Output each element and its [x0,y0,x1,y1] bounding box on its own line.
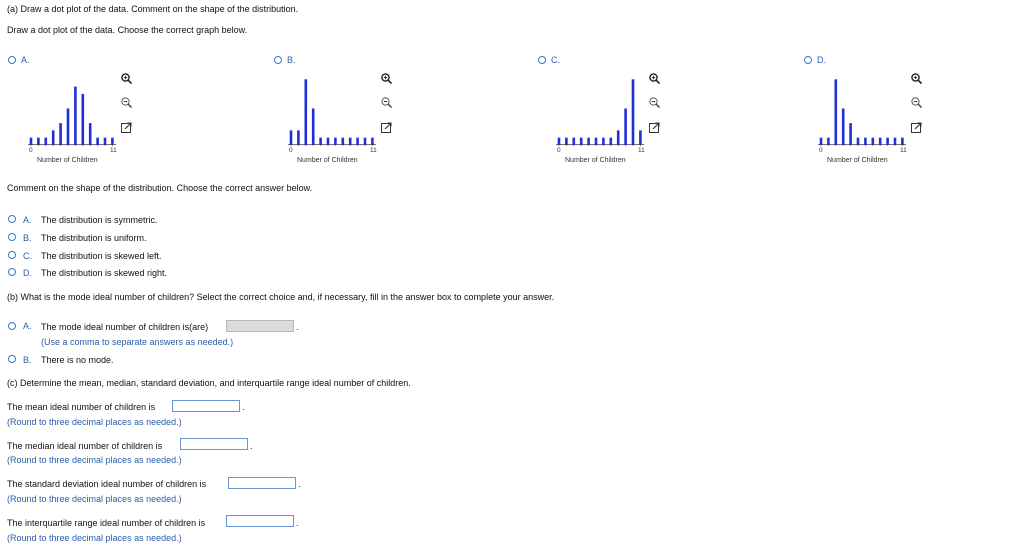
period: . [298,479,301,489]
shape-radio-b[interactable] [8,233,16,241]
dot-column [632,79,635,145]
iqr-hint: (Round to three decimal places as needed.) [7,533,182,543]
x-axis-label: Number of Children [297,157,358,164]
period: . [296,518,299,528]
dot-column [617,130,620,145]
shape-letter-c: C. [23,251,32,261]
part-a-title: (a) Draw a dot plot of the data. Comment on the shape of the distribution. [7,4,299,14]
shape-letter-d: D. [23,268,32,278]
dot-column [624,109,627,146]
shape-radio-a[interactable] [8,215,16,223]
dot-column [290,130,293,145]
comment-prompt: Comment on the shape of the distribution. Choose the correct answer below. [7,183,313,193]
dot-column [74,87,77,145]
zoom-in-icon[interactable] [120,72,133,85]
dot-plot-b [288,78,378,148]
zoom-in-icon[interactable] [380,72,393,85]
x-tick-min: 0 [819,147,823,154]
open-new-window-icon[interactable] [910,121,923,134]
dot-column [849,123,852,145]
graph-letter-a: A. [21,55,30,65]
graph-letter-d: D. [817,55,826,65]
graph-letter-b: B. [287,55,296,65]
graph-letter-c: C. [551,55,560,65]
zoom-in-icon[interactable] [910,72,923,85]
x-tick-min: 0 [29,147,33,154]
zoom-in-icon[interactable] [648,72,661,85]
dot-column [59,123,62,145]
shape-text-b: The distribution is uniform. [41,233,147,243]
shape-radio-c[interactable] [8,251,16,259]
shape-radio-d[interactable] [8,268,16,276]
shape-letter-b: B. [23,233,32,243]
mode-text-a: The mode ideal number of children is(are) [41,322,209,332]
stdev-input[interactable] [228,477,296,489]
dot-column [835,79,838,145]
mode-letter-a: A. [23,321,32,331]
zoom-out-icon[interactable] [120,96,133,109]
shape-text-c: The distribution is skewed left. [41,251,162,261]
period: . [296,322,299,332]
dot-column [82,94,85,145]
mean-label: The mean ideal number of children is [7,402,156,412]
dot-plot-c [556,78,646,148]
part-c-title: (c) Determine the mean, median, standard deviation, and interquartile range ideal number of children. [7,378,411,388]
median-input[interactable] [180,438,248,450]
mean-input[interactable] [172,400,240,412]
graph-radio-c[interactable] [538,56,546,64]
open-new-window-icon[interactable] [648,121,661,134]
zoom-out-icon[interactable] [648,96,661,109]
x-tick-min: 0 [289,147,293,154]
x-axis-label: Number of Children [827,157,888,164]
period: . [250,441,253,451]
mode-radio-b[interactable] [8,355,16,363]
period: . [242,402,245,412]
dot-column [67,109,70,146]
stdev-hint: (Round to three decimal places as needed.) [7,494,182,504]
open-new-window-icon[interactable] [380,121,393,134]
x-tick-max: 11 [110,147,117,154]
shape-text-d: The distribution is skewed right. [41,268,168,278]
dot-plot-a [28,78,118,148]
mean-hint: (Round to three decimal places as needed.) [7,417,182,427]
iqr-label: The interquartile range ideal number of children is [7,518,206,528]
x-tick-max: 11 [900,147,907,154]
median-hint: (Round to three decimal places as needed.) [7,455,182,465]
dot-column [312,109,315,146]
dot-column [842,109,845,146]
shape-text-a: The distribution is symmetric. [41,215,158,225]
x-axis-label: Number of Children [37,157,98,164]
graph-radio-b[interactable] [274,56,282,64]
x-tick-min: 0 [557,147,561,154]
shape-letter-a: A. [23,215,32,225]
open-new-window-icon[interactable] [120,121,133,134]
graph-radio-d[interactable] [804,56,812,64]
mode-hint: (Use a comma to separate answers as needed.) [41,337,234,347]
x-axis-label: Number of Children [565,157,626,164]
dot-column [297,130,300,145]
graph-radio-a[interactable] [8,56,16,64]
dot-plot-d [818,78,908,148]
graph-prompt: Draw a dot plot of the data. Choose the correct graph below. [7,25,248,35]
zoom-out-icon[interactable] [380,96,393,109]
iqr-input[interactable] [226,515,294,527]
mode-letter-b: B. [23,355,32,365]
zoom-out-icon[interactable] [910,96,923,109]
x-tick-max: 11 [370,147,377,154]
part-b-title: (b) What is the mode ideal number of children? Select the correct choice and, if necessary, fill in the answer box to complete your answer. [7,292,555,302]
dot-column [639,130,642,145]
x-tick-max: 11 [638,147,645,154]
dot-column [89,123,92,145]
mode-text-b: There is no mode. [41,355,114,365]
dot-column [305,79,308,145]
mode-radio-a[interactable] [8,322,16,330]
median-label: The median ideal number of children is [7,441,163,451]
mode-answer-box[interactable] [226,320,294,332]
stdev-label: The standard deviation ideal number of children is [7,479,207,489]
dot-column [52,130,55,145]
